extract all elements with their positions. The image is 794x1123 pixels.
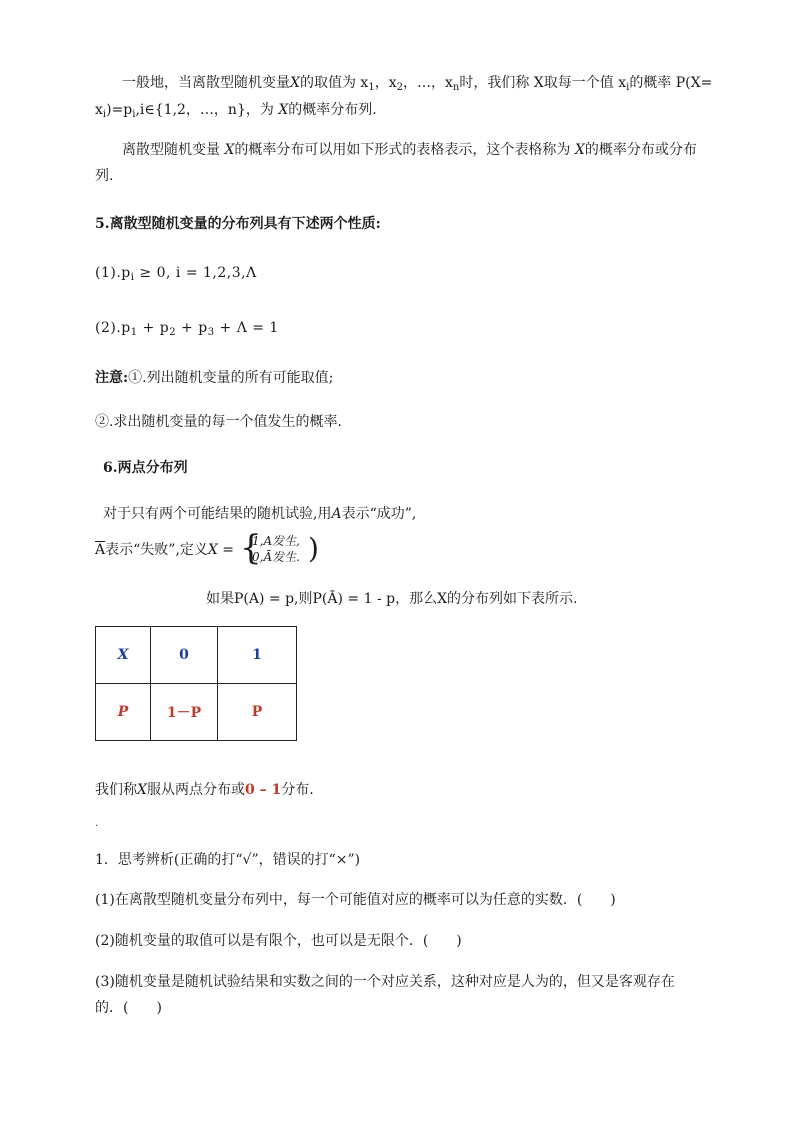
- text: (1).p: [95, 265, 131, 281]
- text: 时，我们称 X取每一个值 x: [459, 75, 627, 91]
- subscript: 2: [396, 82, 403, 93]
- text: (2).p: [95, 320, 131, 336]
- text: 一般地，当离散型随机变量: [122, 75, 290, 91]
- highlight-0-1: 0 – 1: [244, 782, 282, 798]
- exercise-q3-line-1: (3)随机变量是随机试验结果和实数之间的一个对应关系，这种对应是人为的，但又是客观存在: [95, 974, 675, 990]
- subscript: 1: [130, 327, 138, 338]
- text: 分布.: [281, 782, 314, 798]
- table-row: [96, 684, 297, 741]
- intro-p2-line-1: [122, 140, 697, 160]
- var-x: X: [290, 75, 300, 91]
- a-bar: $\overline{A}$: [95, 542, 106, 558]
- subscript: i: [132, 109, 136, 120]
- case-failure: 0,Ā发生.: [252, 550, 300, 564]
- section-5-heading: 5.离散型随机变量的分布列具有下述两个性质:: [95, 216, 381, 232]
- var-x-eq: X =: [207, 542, 235, 558]
- text: 表示“失败”,定义: [105, 542, 208, 558]
- distribution-table: [95, 626, 297, 741]
- text: 的概率 P(X=: [629, 75, 713, 91]
- var-x: X: [137, 782, 147, 798]
- subscript: i: [130, 272, 135, 283]
- var-a: A: [331, 506, 342, 522]
- text: 我们称: [95, 782, 137, 798]
- text: ，x: [374, 75, 397, 91]
- right-paren: ): [308, 532, 319, 565]
- if-statement: 如果P(A) = p,则P(Ā) = 1 - p，那么X的分布列如下表所示.: [206, 591, 578, 607]
- text: 对于只有两个可能结果的随机试验,用: [103, 506, 332, 522]
- intro-line-1: [122, 73, 712, 93]
- stray-dot: .: [95, 818, 99, 829]
- intro-p2-line-2: 列.: [95, 168, 114, 184]
- note-item-1: ①.列出随机变量的所有可能取值;: [128, 370, 334, 386]
- two-point-conclusion: [95, 780, 314, 800]
- subscript: i: [102, 109, 107, 120]
- section-6-heading: 6.两点分布列: [103, 460, 188, 476]
- text: 的概率分布可以用如下形式的表格表示，这个表格称为: [234, 142, 575, 158]
- subscript: n: [452, 82, 460, 93]
- table-cell: P: [96, 684, 151, 741]
- exercise-title: 1．思考辨析(正确的打“√”，错误的打“×”): [95, 852, 361, 868]
- case-success: 1,A发生,: [252, 534, 300, 548]
- table-row: [96, 627, 297, 684]
- text: ≥ 0, i = 1,2,3,Λ: [134, 265, 257, 281]
- text: 的概率分布或分布: [584, 142, 697, 158]
- table-cell: P: [218, 684, 297, 741]
- text: x: [95, 102, 103, 118]
- var-x: X: [224, 142, 235, 158]
- text: ,i∈{1,2，…，n}，为: [135, 102, 279, 118]
- table-cell: 0: [151, 627, 218, 684]
- note-line-1: [95, 368, 333, 388]
- intro-line-2: [95, 100, 377, 120]
- subscript: i: [626, 82, 630, 93]
- text: )=p: [106, 102, 133, 118]
- subscript: 2: [169, 327, 177, 338]
- subscript: 3: [207, 327, 215, 338]
- text: 离散型随机变量: [122, 142, 225, 158]
- two-point-intro: [103, 504, 416, 524]
- exercise-q2: (2)随机变量的取值可以是有限个，也可以是无限个．( ): [95, 933, 462, 949]
- text: + p: [137, 320, 170, 336]
- text: + Λ = 1: [214, 320, 279, 336]
- text: 表示“成功”,: [341, 506, 417, 522]
- property-2: [95, 318, 279, 338]
- table-cell: X: [96, 627, 151, 684]
- property-1: [95, 263, 257, 283]
- table-cell: 1: [218, 627, 297, 684]
- two-point-definition: [95, 540, 234, 560]
- subscript: 1: [368, 82, 375, 93]
- note-line-2: ②.求出随机变量的每一个值发生的概率.: [95, 414, 342, 430]
- table-cell: 1－P: [151, 684, 218, 741]
- var-x: X: [278, 102, 289, 118]
- exercise-q3-line-2: 的．( ): [95, 1000, 162, 1016]
- text: 的取值为 x: [299, 75, 369, 91]
- text: + p: [176, 320, 208, 336]
- text: 的概率分布列.: [288, 102, 377, 118]
- left-brace: {: [240, 528, 262, 568]
- var-x: X: [574, 142, 585, 158]
- text: ，…，x: [402, 75, 453, 91]
- exercise-q1: (1)在离散型随机变量分布列中，每一个可能值对应的概率可以为任意的实数．( ): [95, 892, 616, 908]
- text: 服从两点分布或: [146, 782, 245, 798]
- note-label: 注意:: [95, 370, 129, 386]
